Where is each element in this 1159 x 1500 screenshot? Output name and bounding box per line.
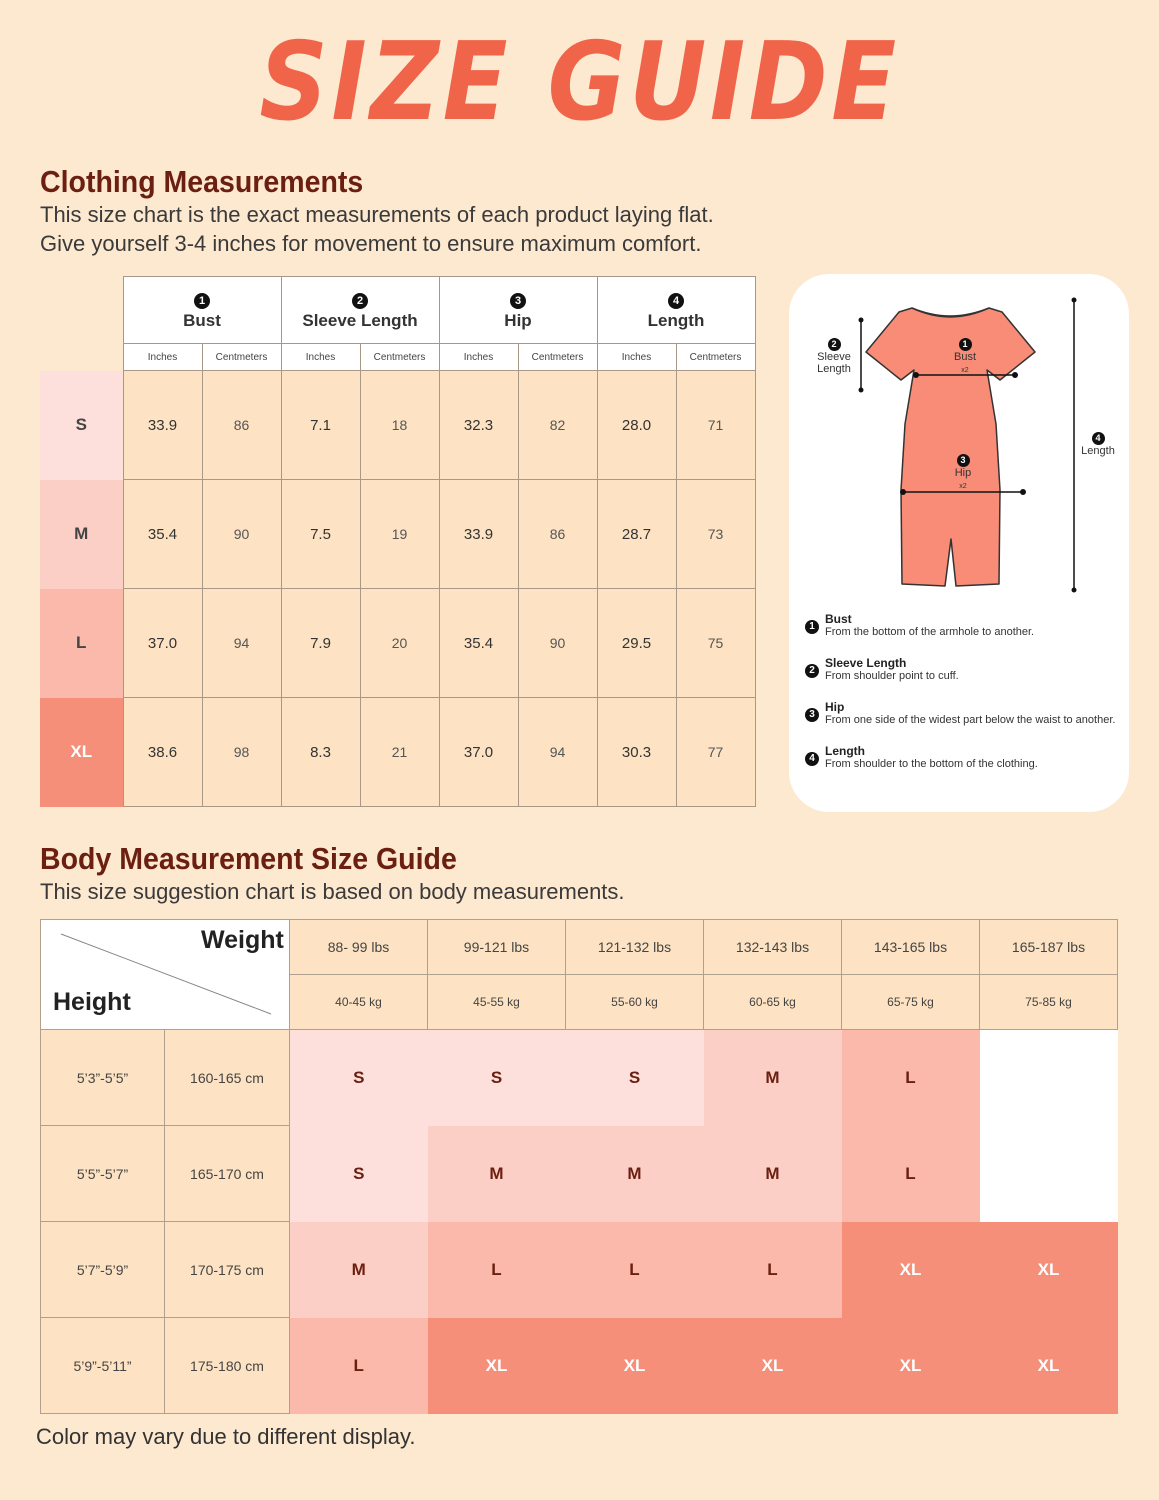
clothing-size-table bbox=[40, 276, 756, 807]
height-cm: 160-165 cm bbox=[165, 1030, 290, 1126]
measurement-cell: 73 bbox=[676, 480, 755, 589]
legend-item bbox=[805, 700, 1135, 744]
sleeve-length-marker bbox=[811, 338, 857, 375]
length-marker bbox=[1077, 432, 1119, 457]
height-label: Height bbox=[53, 988, 131, 1016]
size-cell: M bbox=[290, 1222, 428, 1318]
weight-lbs-header: 121-132 lbs bbox=[566, 920, 704, 975]
weight-kg-header: 40-45 kg bbox=[290, 975, 428, 1030]
legend-desc: From the bottom of the armhole to another. bbox=[825, 626, 1035, 638]
weight-kg-header: 55-60 kg bbox=[566, 975, 704, 1030]
size-cell: XL bbox=[428, 1318, 566, 1414]
size-cell bbox=[980, 1030, 1118, 1126]
measurement-cell: 77 bbox=[676, 698, 755, 807]
height-ft: 5’5”-5’7” bbox=[41, 1126, 165, 1222]
weight-kg-header: 65-75 kg bbox=[842, 975, 980, 1030]
size-cell bbox=[980, 1126, 1118, 1222]
measurement-cell: 90 bbox=[202, 480, 281, 589]
hip-x2: x2 bbox=[959, 483, 967, 490]
measurement-cell: 75 bbox=[676, 589, 755, 698]
size-cell: L bbox=[290, 1318, 428, 1414]
measurement-cell: 29.5 bbox=[597, 589, 676, 698]
size-cell: L bbox=[704, 1222, 842, 1318]
column-header bbox=[439, 277, 597, 344]
size-cell: M bbox=[428, 1126, 566, 1222]
legend-title: Sleeve Length bbox=[825, 656, 907, 670]
unit-centimeters: Centmeters bbox=[518, 344, 597, 371]
measurement-cell: 98 bbox=[202, 698, 281, 807]
bust-marker-label: Bust bbox=[953, 351, 976, 363]
measurement-cell: 7.9 bbox=[281, 589, 360, 698]
height-ft: 5’7”-5’9” bbox=[41, 1222, 165, 1318]
size-cell: XL bbox=[566, 1318, 704, 1414]
sleeve-marker-label: Sleeve Length bbox=[817, 351, 851, 375]
length-marker-label: Length bbox=[1081, 445, 1115, 457]
body-size-table bbox=[40, 919, 1118, 1414]
measurement-cell: 19 bbox=[360, 480, 439, 589]
measurement-cell: 32.3 bbox=[439, 371, 518, 480]
body-desc: This size suggestion chart is based on body measurements. bbox=[40, 879, 625, 904]
measurement-cell: 35.4 bbox=[439, 589, 518, 698]
column-header bbox=[281, 277, 439, 344]
measurement-cell: 30.3 bbox=[597, 698, 676, 807]
size-label: L bbox=[40, 589, 123, 698]
table-row bbox=[41, 1318, 1118, 1414]
measurement-cell: 82 bbox=[518, 371, 597, 480]
weight-lbs-header: 88- 99 lbs bbox=[290, 920, 428, 975]
number-badge-3: 3 bbox=[957, 454, 970, 467]
number-badge: 3 bbox=[510, 293, 526, 309]
measurement-cell: 38.6 bbox=[123, 698, 202, 807]
column-header-label: Hip bbox=[504, 311, 532, 330]
number-badge-4: 4 bbox=[1092, 432, 1105, 445]
measurement-cell: 86 bbox=[202, 371, 281, 480]
unit-centimeters: Centmeters bbox=[676, 344, 755, 371]
size-label: XL bbox=[40, 698, 123, 807]
number-badge: 2 bbox=[805, 664, 819, 678]
hip-marker bbox=[951, 454, 975, 493]
legend-title: Hip bbox=[825, 700, 845, 714]
size-cell: M bbox=[704, 1030, 842, 1126]
table-row bbox=[41, 1222, 1118, 1318]
size-cell: L bbox=[566, 1222, 704, 1318]
unit-inches: Inches bbox=[439, 344, 518, 371]
body-heading: Body Measurement Size Guide bbox=[40, 841, 457, 876]
measurement-legend bbox=[805, 612, 1135, 788]
clothing-desc-2: Give yourself 3-4 inches for movement to ensure maximum comfort. bbox=[40, 231, 702, 256]
size-cell: M bbox=[566, 1126, 704, 1222]
weight-lbs-header: 143-165 lbs bbox=[842, 920, 980, 975]
unit-centimeters: Centmeters bbox=[360, 344, 439, 371]
number-badge: 4 bbox=[805, 752, 819, 766]
unit-centimeters: Centmeters bbox=[202, 344, 281, 371]
table-row bbox=[41, 1126, 1118, 1222]
unit-inches: Inches bbox=[597, 344, 676, 371]
bust-marker bbox=[953, 338, 977, 377]
measurement-cell: 20 bbox=[360, 589, 439, 698]
size-cell: XL bbox=[704, 1318, 842, 1414]
column-header bbox=[123, 277, 281, 344]
number-badge: 4 bbox=[668, 293, 684, 309]
number-badge: 1 bbox=[194, 293, 210, 309]
weight-kg-header: 75-85 kg bbox=[980, 975, 1118, 1030]
measurement-cell: 33.9 bbox=[439, 480, 518, 589]
size-cell: L bbox=[842, 1030, 980, 1126]
height-ft: 5’3”-5’5” bbox=[41, 1030, 165, 1126]
measurement-cell: 86 bbox=[518, 480, 597, 589]
number-badge: 3 bbox=[805, 708, 819, 722]
legend-title: Length bbox=[825, 744, 865, 758]
height-cm: 165-170 cm bbox=[165, 1126, 290, 1222]
legend-item bbox=[805, 744, 1135, 788]
unit-inches: Inches bbox=[281, 344, 360, 371]
measurement-cell: 94 bbox=[518, 698, 597, 807]
footnote: Color may vary due to different display. bbox=[36, 1424, 416, 1449]
clothing-heading: Clothing Measurements bbox=[40, 164, 364, 199]
measurement-cell: 28.0 bbox=[597, 371, 676, 480]
legend-title: Bust bbox=[825, 612, 852, 626]
measurement-cell: 71 bbox=[676, 371, 755, 480]
measurement-cell: 8.3 bbox=[281, 698, 360, 807]
legend-item bbox=[805, 656, 1135, 700]
weight-kg-header: 45-55 kg bbox=[428, 975, 566, 1030]
height-cm: 170-175 cm bbox=[165, 1222, 290, 1318]
size-cell: L bbox=[428, 1222, 566, 1318]
unit-inches: Inches bbox=[123, 344, 202, 371]
size-label: M bbox=[40, 480, 123, 589]
weight-lbs-header: 99-121 lbs bbox=[428, 920, 566, 975]
measurement-cell: 18 bbox=[360, 371, 439, 480]
size-cell: XL bbox=[842, 1318, 980, 1414]
bust-x2: x2 bbox=[961, 367, 969, 374]
weight-lbs-header: 165-187 lbs bbox=[980, 920, 1118, 975]
weight-lbs-header: 132-143 lbs bbox=[704, 920, 842, 975]
column-header-label: Length bbox=[647, 311, 705, 330]
size-cell: XL bbox=[980, 1318, 1118, 1414]
weight-label: Weight bbox=[201, 926, 284, 954]
number-badge: 1 bbox=[805, 620, 819, 634]
measurement-cell: 37.0 bbox=[439, 698, 518, 807]
size-label: S bbox=[40, 371, 123, 480]
size-cell: S bbox=[290, 1126, 428, 1222]
legend-desc: From shoulder point to cuff. bbox=[825, 670, 959, 682]
size-cell: XL bbox=[980, 1222, 1118, 1318]
table-row bbox=[41, 1030, 1118, 1126]
table-row bbox=[40, 698, 755, 807]
legend-item bbox=[805, 612, 1135, 656]
measurement-cell: 7.1 bbox=[281, 371, 360, 480]
measurement-cell: 7.5 bbox=[281, 480, 360, 589]
size-cell: XL bbox=[842, 1222, 980, 1318]
size-cell: S bbox=[290, 1030, 428, 1126]
page-title: SIZE GUIDE bbox=[259, 20, 900, 145]
size-cell: S bbox=[428, 1030, 566, 1126]
measurement-cell: 21 bbox=[360, 698, 439, 807]
column-header bbox=[597, 277, 755, 344]
legend-desc: From one side of the widest part below the waist to another. bbox=[825, 714, 1116, 726]
table-corner bbox=[41, 920, 290, 1030]
number-badge-2: 2 bbox=[828, 338, 841, 351]
number-badge-1: 1 bbox=[959, 338, 972, 351]
measurement-cell: 90 bbox=[518, 589, 597, 698]
size-cell: M bbox=[704, 1126, 842, 1222]
measurement-cell: 33.9 bbox=[123, 371, 202, 480]
measurement-cell: 94 bbox=[202, 589, 281, 698]
corner-blank bbox=[40, 277, 123, 371]
size-cell: L bbox=[842, 1126, 980, 1222]
table-row bbox=[40, 371, 755, 480]
table-row bbox=[40, 480, 755, 589]
measurement-cell: 28.7 bbox=[597, 480, 676, 589]
column-header-label: Sleeve Length bbox=[302, 311, 418, 330]
number-badge: 2 bbox=[352, 293, 368, 309]
measurement-cell: 37.0 bbox=[123, 589, 202, 698]
height-cm: 175-180 cm bbox=[165, 1318, 290, 1414]
legend-desc: From shoulder to the bottom of the clothing. bbox=[825, 758, 1038, 770]
height-ft: 5’9”-5’11” bbox=[41, 1318, 165, 1414]
size-cell: S bbox=[566, 1030, 704, 1126]
column-header-label: Bust bbox=[183, 311, 221, 330]
table-row bbox=[40, 589, 755, 698]
weight-kg-header: 60-65 kg bbox=[704, 975, 842, 1030]
measurement-cell: 35.4 bbox=[123, 480, 202, 589]
clothing-desc-1: This size chart is the exact measurements of each product laying flat. bbox=[40, 202, 714, 227]
garment-diagram-card bbox=[789, 274, 1129, 812]
hip-marker-label: Hip bbox=[954, 467, 972, 479]
